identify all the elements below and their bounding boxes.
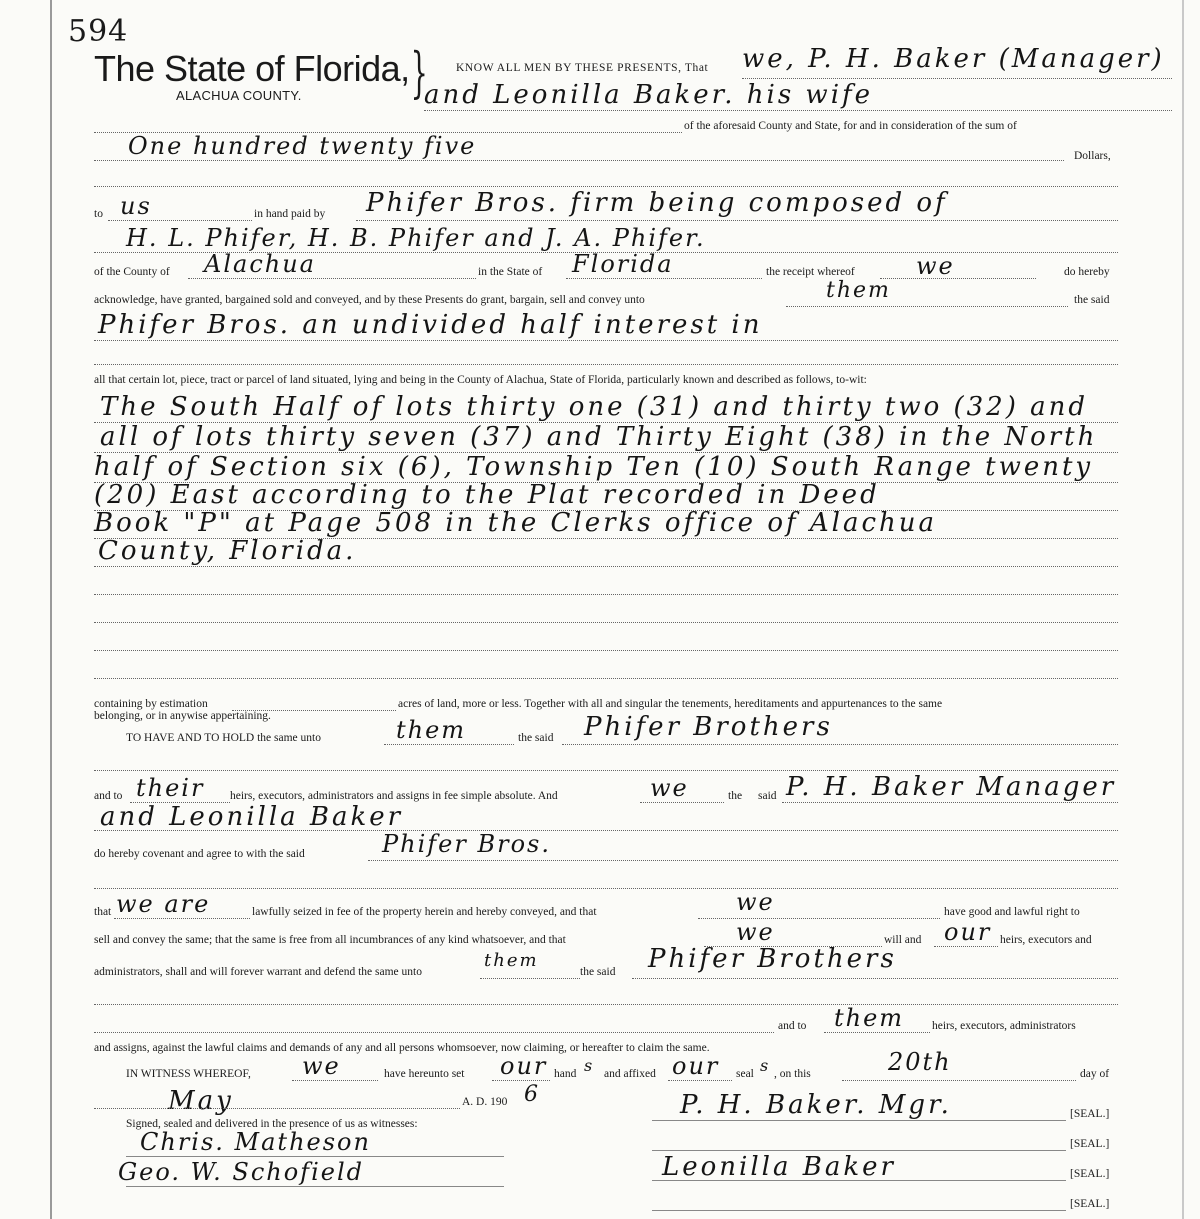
rule bbox=[94, 566, 1118, 567]
and-to2-text: and to bbox=[778, 1020, 807, 1032]
that-text: that bbox=[94, 906, 112, 918]
rule bbox=[368, 860, 1118, 861]
county-label: ALACHUA COUNTY. bbox=[176, 88, 302, 103]
have-good-text: have good and lawful right to bbox=[944, 906, 1080, 918]
seal-label-4: [SEAL.] bbox=[1070, 1198, 1110, 1210]
rule bbox=[292, 1080, 378, 1081]
rule bbox=[492, 1080, 550, 1081]
page-right-border bbox=[1182, 0, 1184, 1219]
them2-handwriting: them bbox=[834, 1004, 905, 1032]
rule bbox=[480, 978, 580, 979]
state-handwriting: Florida bbox=[572, 250, 674, 278]
rule bbox=[94, 622, 1118, 623]
county-handwriting: Alachua bbox=[204, 250, 316, 278]
description-line-4: (20) East according to the Plat recorded in Deed bbox=[94, 480, 880, 510]
rule bbox=[782, 802, 1118, 803]
rule bbox=[652, 1210, 1066, 1211]
page-left-border bbox=[50, 0, 52, 1219]
do-hereby-text: do hereby bbox=[1064, 266, 1110, 278]
the3-text: the bbox=[728, 790, 743, 802]
brothers-handwriting: Phifer Brothers bbox=[648, 944, 897, 974]
the-said2-text: the said bbox=[518, 732, 554, 744]
our-handwriting: our bbox=[944, 918, 992, 946]
dollars-text: Dollars, bbox=[1074, 150, 1111, 162]
on-this-text: , on this bbox=[774, 1068, 811, 1080]
witness1-signature: Chris. Matheson bbox=[140, 1128, 371, 1156]
all-that-text: all that certain lot, piece, tract or parcel of land situated, lying and being in the County of Alachua, State of Florida, particularly known and described as follows, to-wit: bbox=[94, 374, 867, 386]
rule bbox=[566, 278, 762, 279]
seal-label-3: [SEAL.] bbox=[1070, 1168, 1110, 1180]
rule bbox=[94, 770, 1118, 771]
rule bbox=[824, 1032, 930, 1033]
description-line-3: half of Section six (6), Township Ten (10) South Range twenty bbox=[94, 452, 1094, 482]
that-we-handwriting: we bbox=[736, 888, 775, 916]
will-and-text: will and bbox=[884, 934, 922, 946]
grantor1-signature: P. H. Baker. Mgr. bbox=[680, 1090, 952, 1120]
acknowledge-text: acknowledge, have granted, bargained sold and conveyed, and by these Presents do grant, bargain, sell and convey unto bbox=[94, 294, 645, 306]
of-county-text: of the County of bbox=[94, 266, 170, 278]
rule bbox=[94, 594, 1118, 595]
year-handwriting: 6 bbox=[524, 1082, 540, 1107]
covenant-with-handwriting: Phifer Bros. bbox=[382, 830, 551, 858]
receipt-text: the receipt whereof bbox=[766, 266, 855, 278]
rule bbox=[652, 1150, 1066, 1151]
seal-s-handwriting: s bbox=[760, 1056, 771, 1075]
rule bbox=[880, 278, 1036, 279]
unto2-handwriting: them bbox=[396, 716, 467, 744]
witness-text: IN WITNESS WHEREOF, bbox=[126, 1068, 251, 1080]
have-hereunto-text: have hereunto set bbox=[384, 1068, 465, 1080]
and-leonilla-handwriting: and Leonilla Baker bbox=[100, 802, 404, 832]
to-have-text: TO HAVE AND TO HOLD the same unto bbox=[126, 732, 321, 744]
the-said4-text: the said bbox=[580, 966, 616, 978]
heirs-exec2-text: heirs, executors and bbox=[1000, 934, 1092, 946]
paid-by-handwriting: Phifer Bros. firm being composed of bbox=[366, 188, 948, 218]
to-text: to bbox=[94, 208, 103, 220]
rule bbox=[94, 1108, 460, 1109]
know-all-text: KNOW ALL MEN BY THESE PRESENTS, That bbox=[456, 62, 709, 74]
we-are-handwriting: we are bbox=[116, 890, 211, 918]
description-line-5: Book "P" at Page 508 in the Clerks office of Alachua bbox=[94, 508, 938, 538]
in-state-text: in the State of bbox=[478, 266, 543, 278]
heirs-exec3-text: heirs, executors, administrators bbox=[932, 1020, 1076, 1032]
hand-text: hand bbox=[554, 1068, 577, 1080]
rule bbox=[632, 978, 1118, 979]
lawfully-text: lawfully seized in fee of the property herein and hereby conveyed, and that bbox=[252, 906, 597, 918]
rule bbox=[668, 1080, 732, 1081]
rule bbox=[652, 1180, 1066, 1181]
grantors-line-2: and Leonilla Baker. his wife bbox=[424, 80, 874, 110]
rule bbox=[188, 278, 476, 279]
covenant-text: do hereby covenant and agree to with the said bbox=[94, 848, 305, 860]
rule bbox=[94, 340, 1118, 341]
containing-text: containing by estimation bbox=[94, 698, 208, 710]
rule bbox=[640, 802, 724, 803]
receipt-who-handwriting: we bbox=[916, 252, 955, 280]
seal-on-text: seal bbox=[736, 1068, 754, 1080]
sell-text: sell and convey the same; that the same is free from all incumbrances of any kind whatsoever, and that bbox=[94, 934, 566, 946]
the-said-text: the said bbox=[1074, 294, 1110, 306]
belonging-text: belonging, or in anywise appertaining. bbox=[94, 710, 271, 722]
grantee-handwriting: Phifer Bros. an undivided half interest in bbox=[98, 310, 763, 340]
acres-text: acres of land, more or less. Together with all and singular the tenements, hereditaments and appurtenances to the same bbox=[398, 698, 943, 710]
seal-label-2: [SEAL.] bbox=[1070, 1138, 1110, 1150]
said-bros-handwriting: Phifer Brothers bbox=[584, 712, 833, 742]
their-handwriting: their bbox=[136, 774, 205, 802]
grantors-line-1: we, P. H. Baker (Manager) bbox=[742, 44, 1165, 74]
state-title: The State of Florida, bbox=[94, 48, 410, 89]
brace: } bbox=[410, 41, 428, 104]
rule bbox=[842, 1080, 1076, 1081]
rule bbox=[742, 78, 1172, 79]
rule bbox=[94, 678, 1118, 679]
rule bbox=[126, 1186, 504, 1187]
heirs-exec-text: heirs, executors, administrators and assigns in fee simple absolute. And bbox=[230, 790, 558, 802]
unto3-handwriting: them bbox=[484, 950, 539, 971]
rule bbox=[126, 1156, 504, 1157]
rule bbox=[424, 110, 1172, 111]
ad-text: A. D. 190 bbox=[462, 1096, 508, 1108]
sum-handwriting: One hundred twenty five bbox=[128, 132, 477, 160]
rule bbox=[94, 186, 1118, 187]
aforesaid-text: of the aforesaid County and State, for and in consideration of the sum of bbox=[684, 120, 1017, 132]
said-text: said bbox=[758, 790, 777, 802]
our-seal-handwriting: our bbox=[672, 1052, 720, 1080]
rule bbox=[108, 220, 252, 221]
description-line-2: all of lots thirty seven (37) and Thirty Eight (38) in the North bbox=[100, 422, 1098, 452]
page-number: 594 bbox=[68, 14, 129, 49]
rule bbox=[786, 306, 1068, 307]
day-of-text: day of bbox=[1080, 1068, 1110, 1080]
members-handwriting: H. L. Phifer, H. B. Phifer and J. A. Phifer. bbox=[126, 224, 706, 252]
in-hand-paid-text: in hand paid by bbox=[254, 208, 326, 220]
rule bbox=[94, 1032, 774, 1033]
seal-label-1: [SEAL.] bbox=[1070, 1108, 1110, 1120]
description-line-6: County, Florida. bbox=[98, 536, 357, 566]
rule bbox=[384, 744, 514, 745]
unto-handwriting: them bbox=[826, 278, 891, 303]
rule bbox=[934, 946, 998, 947]
rule bbox=[562, 744, 1118, 745]
hand-s-handwriting: s bbox=[584, 1056, 595, 1075]
rule bbox=[652, 1120, 1066, 1121]
witness2-signature: Geo. W. Schofield bbox=[118, 1158, 364, 1186]
rule bbox=[94, 830, 1118, 831]
administrators-text: administrators, shall and will forever warrant and defend the same unto bbox=[94, 966, 422, 978]
rule bbox=[94, 1004, 1118, 1005]
description-line-1: The South Half of lots thirty one (31) and thirty two (32) and bbox=[100, 392, 1089, 422]
and-assigns-text: and assigns, against the lawful claims and demands of any and all persons whomsoever, now claiming, or hereafter to claim the same. bbox=[94, 1042, 710, 1054]
rule bbox=[114, 918, 250, 919]
rule bbox=[698, 918, 940, 919]
grantor2-signature: Leonilla Baker bbox=[662, 1152, 896, 1182]
and-affixed-text: and affixed bbox=[604, 1068, 656, 1080]
witness-we-handwriting: we bbox=[302, 1052, 341, 1080]
and-we-handwriting: we bbox=[650, 774, 689, 802]
day-handwriting: 20th bbox=[888, 1048, 952, 1076]
rule bbox=[94, 160, 1064, 161]
said-baker-handwriting: P. H. Baker Manager bbox=[786, 772, 1117, 802]
rule bbox=[94, 888, 1118, 889]
our-hand-handwriting: our bbox=[500, 1052, 548, 1080]
rule bbox=[94, 364, 1118, 365]
and-that-we-handwriting: we bbox=[736, 918, 775, 946]
signed-text: Signed, sealed and delivered in the presence of us as witnesses: bbox=[126, 1118, 418, 1130]
to-whom-handwriting: us bbox=[120, 192, 152, 220]
rule bbox=[356, 220, 1118, 221]
month-handwriting: May bbox=[168, 1086, 234, 1116]
rule bbox=[94, 650, 1118, 651]
and-to-text: and to bbox=[94, 790, 123, 802]
